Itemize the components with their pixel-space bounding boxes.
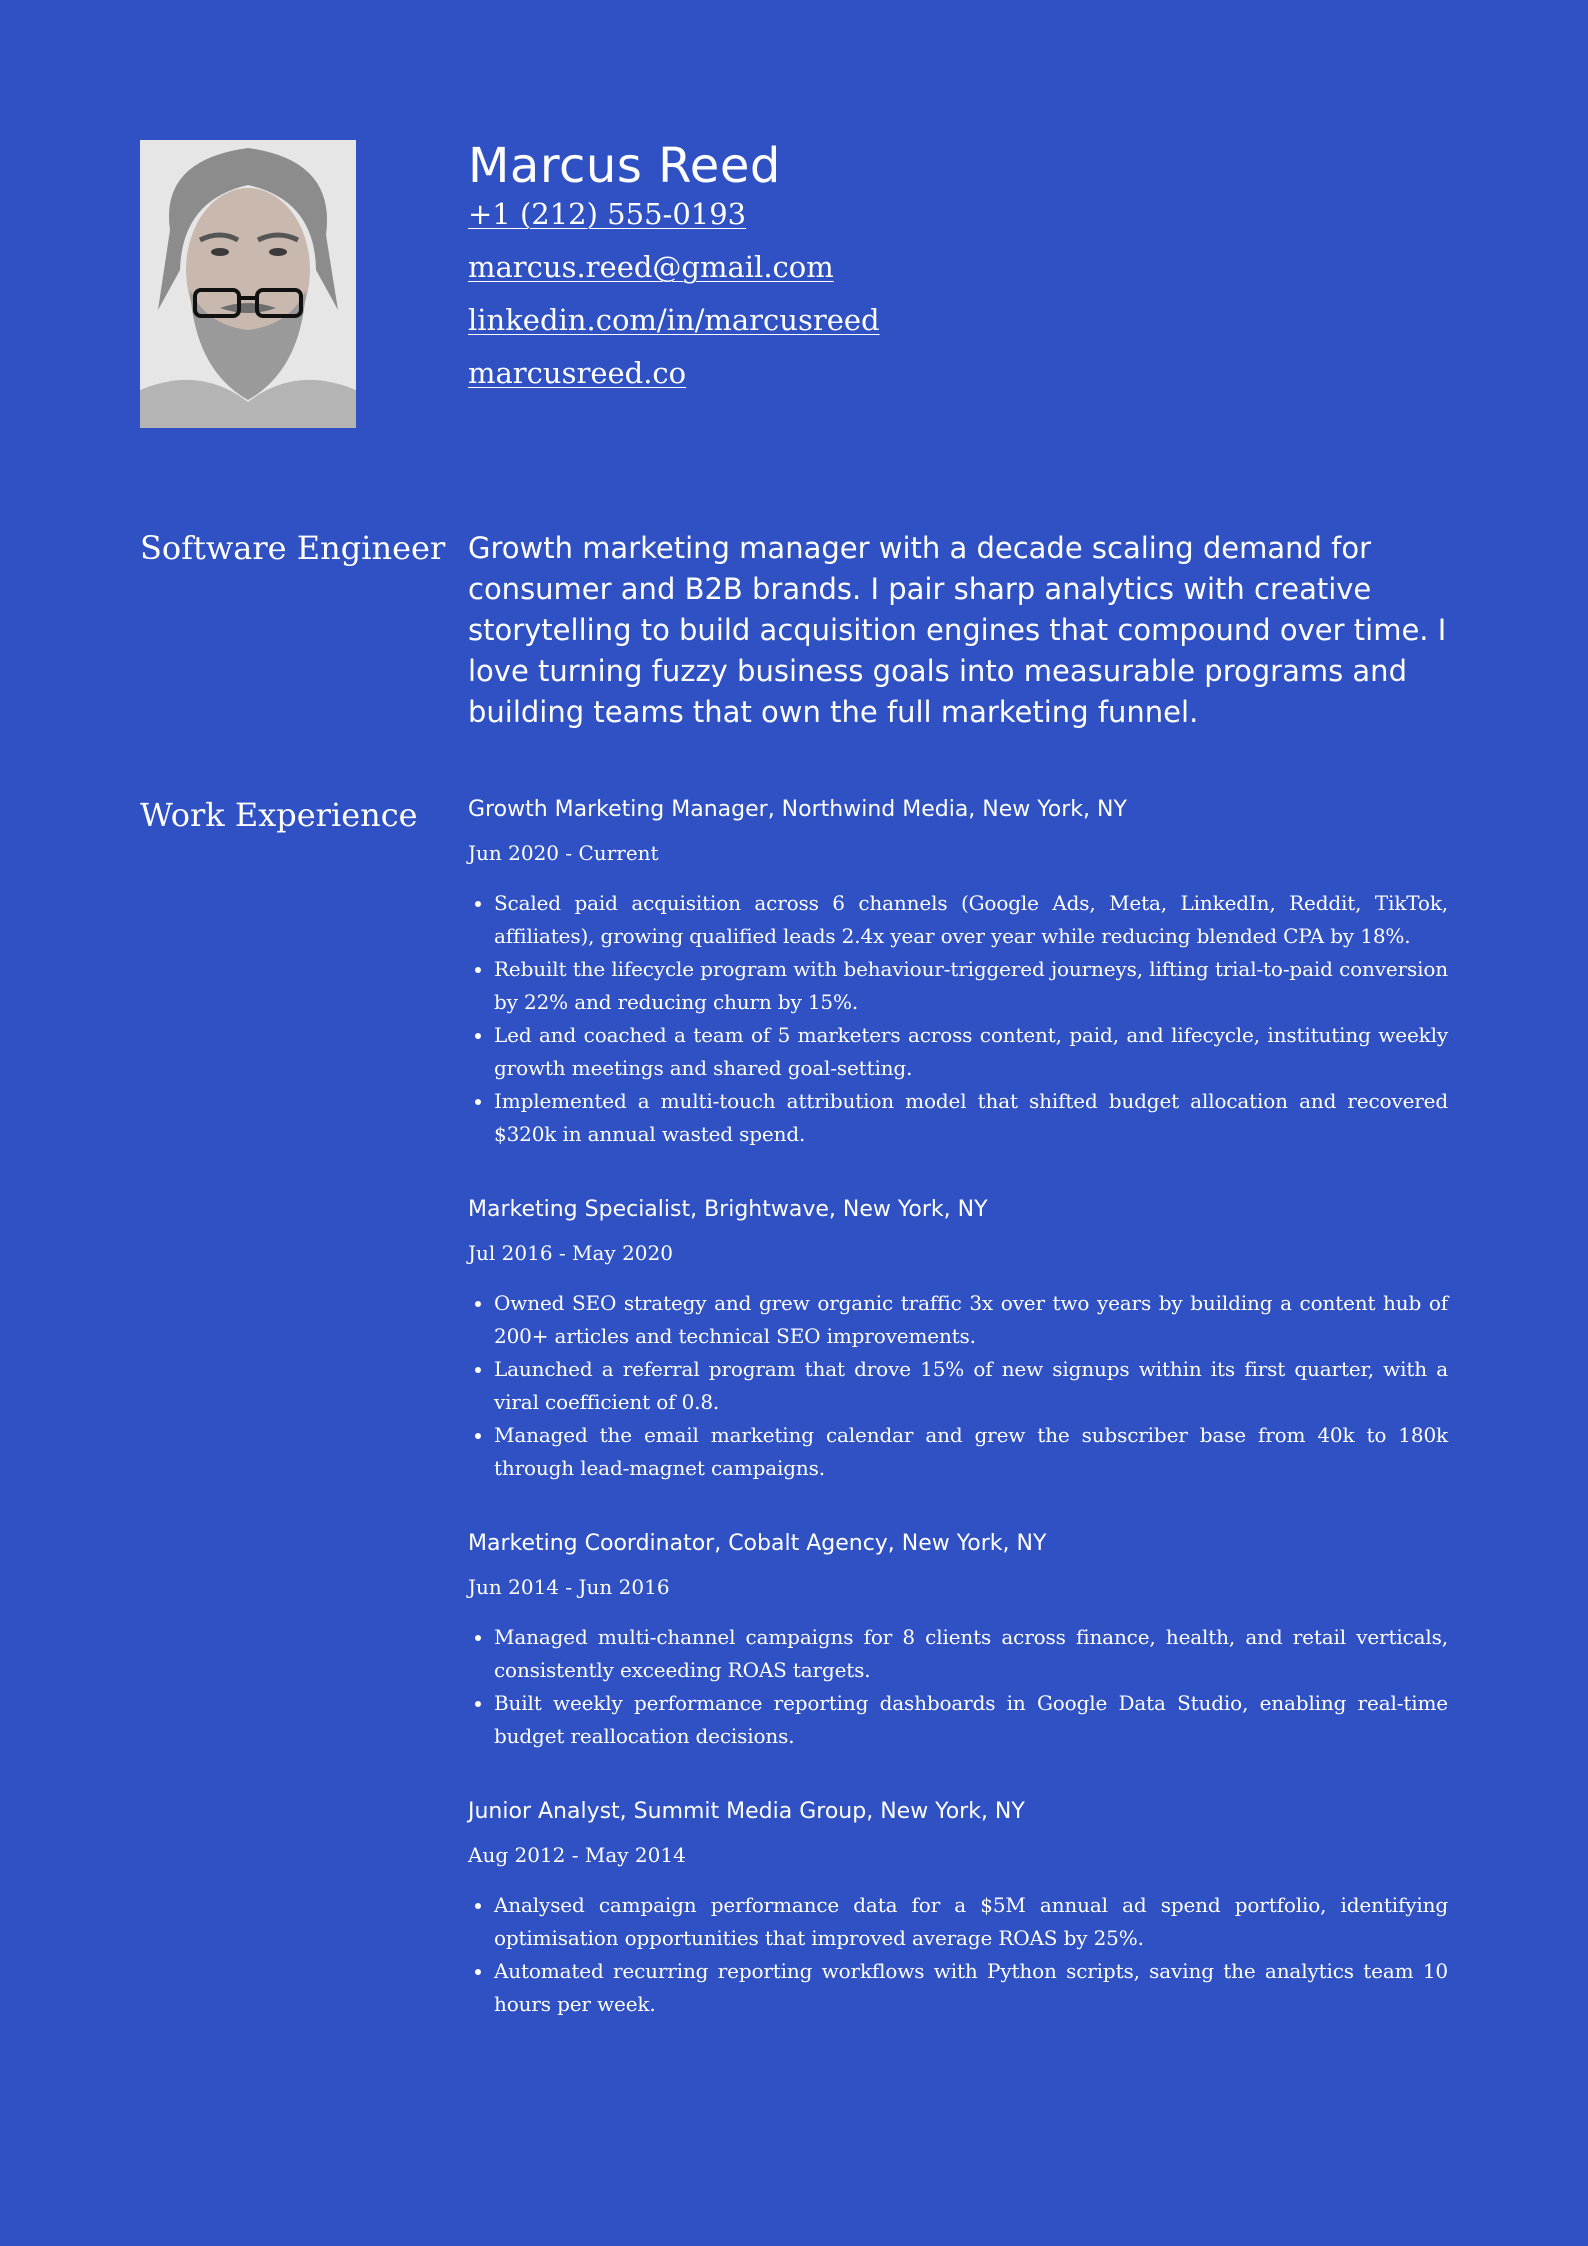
- job-title: Marketing Coordinator, Cobalt Agency, New York, NY: [468, 1531, 1047, 1556]
- contact-block: [468, 140, 880, 391]
- job-bullets: [468, 1621, 1448, 1753]
- job-dates: Aug 2012 - May 2014: [468, 1843, 686, 1867]
- job-bullet: • Rebuilt the lifecycle program with behaviour-triggered journeys, lifting trial-to-paid conversion by 22% and reducing churn by 15%.: [494, 953, 1448, 1019]
- profile-photo: [140, 140, 356, 428]
- summary-section: [140, 528, 1448, 733]
- job-dates: Jun 2014 - Jun 2016: [468, 1575, 670, 1599]
- job-dates: Jul 2016 - May 2020: [468, 1241, 673, 1265]
- work-experience-section: [140, 795, 1448, 2021]
- summary-heading: Software Engineer: [140, 529, 446, 567]
- job-bullets: [468, 887, 1448, 1151]
- job-bullet: • Implemented a multi-touch attribution model that shifted budget allocation and recovered $320k in annual wasted spend.: [494, 1085, 1448, 1151]
- job-entry: [468, 1529, 1448, 1753]
- job-title: Marketing Specialist, Brightwave, New York, NY: [468, 1197, 988, 1222]
- job-bullet: • Managed the email marketing calendar and grew the subscriber base from 40k to 180k through lead-magnet campaigns.: [494, 1419, 1448, 1485]
- job-entry: [468, 1797, 1448, 2021]
- person-name: Marcus Reed: [468, 138, 781, 194]
- job-bullet: • Scaled paid acquisition across 6 channels (Google Ads, Meta, LinkedIn, Reddit, TikTok, affiliates), growing qualified leads 2.4x year over year while reducing blended CPA by 18%.: [494, 887, 1448, 953]
- work-experience-heading: Work Experience: [140, 796, 418, 834]
- job-bullet: • Analysed campaign performance data for a $5M annual ad spend portfolio, identifying optimisation opportunities that improved average ROAS by 25%.: [494, 1889, 1448, 1955]
- job-bullet: • Automated recurring reporting workflows with Python scripts, saving the analytics team 10 hours per week.: [494, 1955, 1448, 2021]
- job-bullets: [468, 1287, 1448, 1485]
- portrait-image: [140, 140, 356, 428]
- job-bullet: • Led and coached a team of 5 marketers across content, paid, and lifecycle, instituting weekly growth meetings and shared goal-setting.: [494, 1019, 1448, 1085]
- job-bullet: • Launched a referral program that drove 15% of new signups within its first quarter, with a viral coefficient of 0.8.: [494, 1353, 1448, 1419]
- job-bullet: • Built weekly performance reporting dashboards in Google Data Studio, enabling real-time budget reallocation decisions.: [494, 1687, 1448, 1753]
- job-bullet: • Managed multi-channel campaigns for 8 clients across finance, health, and retail verticals, consistently exceeding ROAS targets.: [494, 1621, 1448, 1687]
- summary-text: Growth marketing manager with a decade scaling demand for consumer and B2B brands. I pair sharp analytics with creative storytelling to build acquisition engines that compound over time. I love turning fuzzy business goals into measurable programs and building teams that own the full marketing funnel.: [468, 531, 1447, 729]
- job-entry: [468, 795, 1448, 1151]
- email-link[interactable]: marcus.reed@gmail.com: [468, 250, 834, 284]
- linkedin-link[interactable]: linkedin.com/in/marcusreed: [468, 303, 880, 337]
- job-entry: [468, 1195, 1448, 1485]
- phone-link[interactable]: +1 (212) 555-0193: [468, 197, 747, 231]
- website-link[interactable]: marcusreed.co: [468, 356, 687, 390]
- job-title: Junior Analyst, Summit Media Group, New York, NY: [468, 1799, 1025, 1824]
- job-title: Growth Marketing Manager, Northwind Media, New York, NY: [468, 797, 1127, 822]
- resume-header: [140, 140, 1448, 428]
- job-bullets: [468, 1889, 1448, 2021]
- job-dates: Jun 2020 - Current: [468, 841, 659, 865]
- job-bullet: • Owned SEO strategy and grew organic traffic 3x over two years by building a content hub of 200+ articles and technical SEO improvements.: [494, 1287, 1448, 1353]
- resume-page: [140, 140, 1448, 2065]
